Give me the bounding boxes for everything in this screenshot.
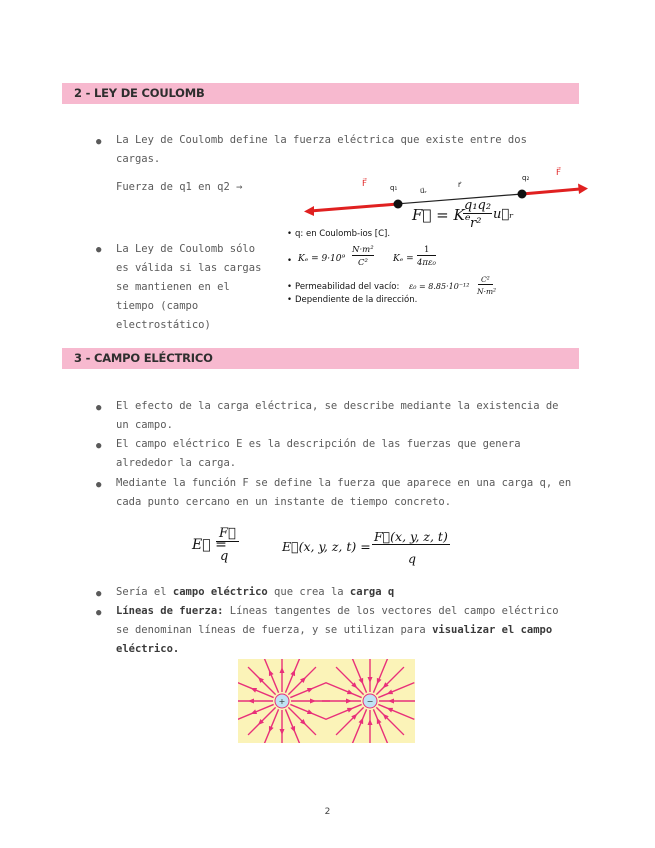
field-eq2-lhs: E⃗(x, y, z, t) =	[282, 539, 371, 554]
paragraph-line: electrostático)	[116, 319, 211, 331]
field-eq1-den: q	[220, 549, 229, 564]
coulomb-formula-num: q₁q₂	[464, 198, 492, 213]
epsilon-value: ε₀ = 8.85·10⁻¹²	[409, 282, 470, 291]
field-eq1-num: F⃗	[216, 526, 239, 542]
paragraph-line: se denominan líneas de fuerza, y se utilizan para visualizar el campo	[116, 624, 553, 636]
note-bullet: •	[287, 229, 293, 239]
force-vector-left	[310, 204, 398, 211]
r-vector-label: r⃗	[458, 181, 461, 189]
arrowhead-left	[304, 206, 314, 216]
bullet: ●	[96, 245, 102, 255]
paragraph-line: se mantienen en el	[116, 281, 230, 293]
bullet: ●	[96, 137, 102, 147]
ke-formula: Kₑ =	[393, 254, 414, 264]
paragraph-line: Sería el campo eléctrico que crea la carga q	[116, 586, 395, 598]
paragraph-line: es válida si las cargas	[116, 262, 262, 274]
coulomb-formula-lhs: F⃗ = Kₑ	[412, 206, 471, 224]
force-vector-right	[522, 189, 580, 194]
section-title: 2 - LEY DE COULOMB	[74, 86, 205, 100]
paragraph-line: alrededor la carga.	[116, 457, 237, 469]
force-label: Fuerza de q1 en q2 →	[116, 181, 243, 193]
paragraph-line: eléctrico.	[116, 643, 180, 655]
paragraph-line: tiempo (campo	[116, 300, 199, 312]
epsilon-num: C²	[478, 275, 493, 285]
note-bullet: •	[287, 295, 293, 305]
section-header-ley-coulomb	[62, 83, 579, 104]
note-direction: Dependiente de la dirección.	[295, 295, 418, 305]
field-eq2-num: F⃗(x, y, z, t)	[374, 529, 448, 544]
ke-num: N·m²	[352, 245, 374, 255]
bullet: ●	[96, 589, 102, 599]
ke2-den: 4πε₀	[417, 258, 436, 268]
field-eq1-lhs: E⃗ =	[192, 537, 227, 553]
unit-vector-label: u⃗ᵣ	[420, 187, 427, 195]
ke2-num: 1	[417, 245, 436, 256]
coulomb-formula-unit: u⃗ᵣ	[493, 207, 514, 222]
page-number: 2	[324, 807, 331, 817]
ke-value: Kₑ = 9·10⁹	[298, 254, 346, 264]
q2-label: q₂	[522, 174, 530, 182]
note-charge-units: q: en Coulomb-ios [C].	[295, 229, 391, 239]
paragraph-line: Líneas de fuerza: Líneas tangentes de los vectores del campo eléctrico	[116, 605, 559, 617]
bullet: ●	[96, 441, 102, 451]
charge-q1	[394, 200, 403, 209]
negative-sign: −	[366, 697, 374, 706]
paragraph-line: La Ley de Coulomb define la fuerza eléctrica que existe entre dos	[116, 134, 527, 146]
note-bullet: •	[287, 282, 293, 292]
bullet: ●	[96, 480, 102, 490]
bullet: ●	[96, 608, 102, 618]
note-bullet: •	[287, 256, 293, 266]
bullet: ●	[96, 403, 102, 413]
section-header-campo-electrico	[62, 348, 579, 369]
positive-sign: +	[278, 697, 286, 706]
epsilon-den: N·m²	[477, 287, 497, 296]
vector-label: F⃗	[362, 179, 367, 189]
paragraph-line: El efecto de la carga eléctrica, se describe mediante la existencia de	[116, 400, 559, 412]
vector-label: F⃗	[556, 168, 561, 178]
paragraph-line: La Ley de Coulomb sólo	[116, 243, 256, 255]
paragraph-line: Mediante la función F se define la fuerza que aparece en una carga q, en	[116, 477, 572, 489]
charge-q2	[518, 190, 527, 199]
field-eq2-den: q	[408, 551, 417, 566]
q1-label: q₁	[390, 184, 398, 192]
paragraph-line: cada punto cercano en un instante de tiempo concreto.	[116, 496, 452, 508]
paragraph-line: El campo eléctrico E es la descripción de las fuerzas que genera	[116, 438, 521, 450]
paragraph-line: un campo.	[116, 419, 173, 431]
ke-den: C²	[358, 258, 368, 268]
arrowhead-right	[578, 184, 588, 195]
paragraph-line: cargas.	[116, 153, 161, 165]
note-permeability: Permeabilidad del vacío:	[295, 282, 400, 292]
field-lines-figure	[238, 659, 415, 743]
section-title: 3 - CAMPO ELÉCTRICO	[74, 351, 213, 365]
coulomb-formula-den: r²	[470, 216, 482, 231]
